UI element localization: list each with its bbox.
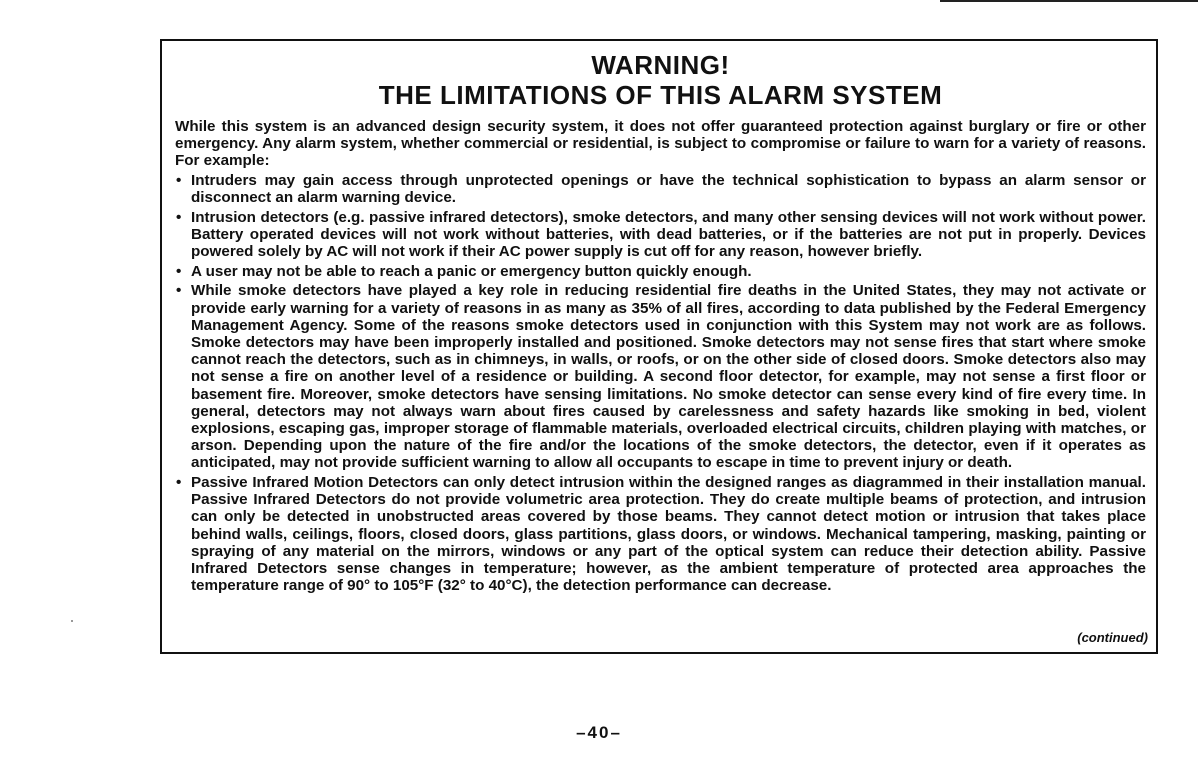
list-item-text: Intrusion detectors (e.g. passive infrared detectors), smoke detectors, and many other sensing devices will not work without power. Battery operated devices will not work without batteries, with dead batteries, or if the batteries are not put in properly. Devices powered solely by AC will not work if their AC power supply is cut off for any reason, however briefly. [191,208,1146,260]
bullet-icon: • [176,474,182,492]
warning-heading: WARNING! [591,50,730,80]
bullet-icon: • [176,171,182,189]
list-item-intruders [175,172,1146,206]
warning-box [160,39,1158,654]
list-item-motion-detectors [175,474,1146,594]
continued-note: (continued) [1077,630,1148,645]
scan-speck [71,620,73,622]
top-edge-rule [940,0,1198,2]
list-item-panic-button [175,263,1146,280]
bullet-icon: • [176,282,182,300]
limitations-list [175,172,1146,595]
list-item-text: While smoke detectors have played a key role in reducing residential fire deaths in the United States, they may not activate or provide early warning for a variety of reasons in as many as 35% of all fires, according to data published by the Federal Emergency Management Agency. Some of the reasons smoke detectors used in conjunction with this System may not work are as follows. Smoke detectors may have been improperly installed and positioned. Smoke detectors may not sense fires that start where smoke cannot reach the detectors, such as in chimneys, in walls, or roofs, or on the other side of closed doors. Smoke detectors also may not sense a fire on another level of a residence or building. A second floor detector, for example, may not sense a first floor or basement fire. Moreover, smoke detectors have sensing limitations. No smoke detector can sense every kind of fire every time. In general, detectors may not always warn about fires caused by carelessness and safety hazards like smoking in bed, violent explosions, escaping gas, improper storage of flammable materials, overloaded electrical circuits, children playing with matches, or arson. Depending upon the nature of the fire and/or the locations of the smoke detectors, the detector, even if it operates as anticipated, may not provide sufficient warning to allow all occupants to escape in time to prevent injury or death. [191,282,1146,472]
list-item-smoke-detectors [175,282,1146,471]
list-item-power [175,209,1146,261]
limitations-heading: THE LIMITATIONS OF THIS ALARM SYSTEM [378,80,943,110]
list-item-text: Intruders may gain access through unprotected openings or have the technical sophistication to bypass an alarm sensor or disconnect an alarm warning device. [191,171,1146,206]
bullet-icon: • [176,208,182,226]
list-item-text: Passive Infrared Motion Detectors can only detect intrusion within the designed ranges as diagrammed in their installation manual. Passive Infrared Detectors do not provide volumetric area protection. They do create multiple beams of protection, and intrusion can only be detected in unobstructed areas covered by those beams. They cannot detect motion or intrusion that takes place behind walls, ceilings, floors, closed doors, glass partitions, glass doors, or windows. Mechanical tampering, masking, painting or spraying of any material on the mirrors, windows or any part of the optical system can reduce their detection ability. Passive Infrared Detectors sense changes in temperature; however, as the ambient temperature of protected area approaches the temperature range of 90° to 105°F (32° to 40°C), the detection performance can decrease. [191,474,1146,595]
page-number: –40– [576,723,622,742]
list-item-text: A user may not be able to reach a panic or emergency button quickly enough. [191,262,752,280]
bullet-icon: • [176,262,182,280]
intro-paragraph: While this system is an advanced design security system, it does not offer guaranteed protection against burglary or fire or other emergency. Any alarm system, whether commercial or residential, is subject to compromise or failure to warn for a variety of reasons. For example: [175,118,1146,170]
